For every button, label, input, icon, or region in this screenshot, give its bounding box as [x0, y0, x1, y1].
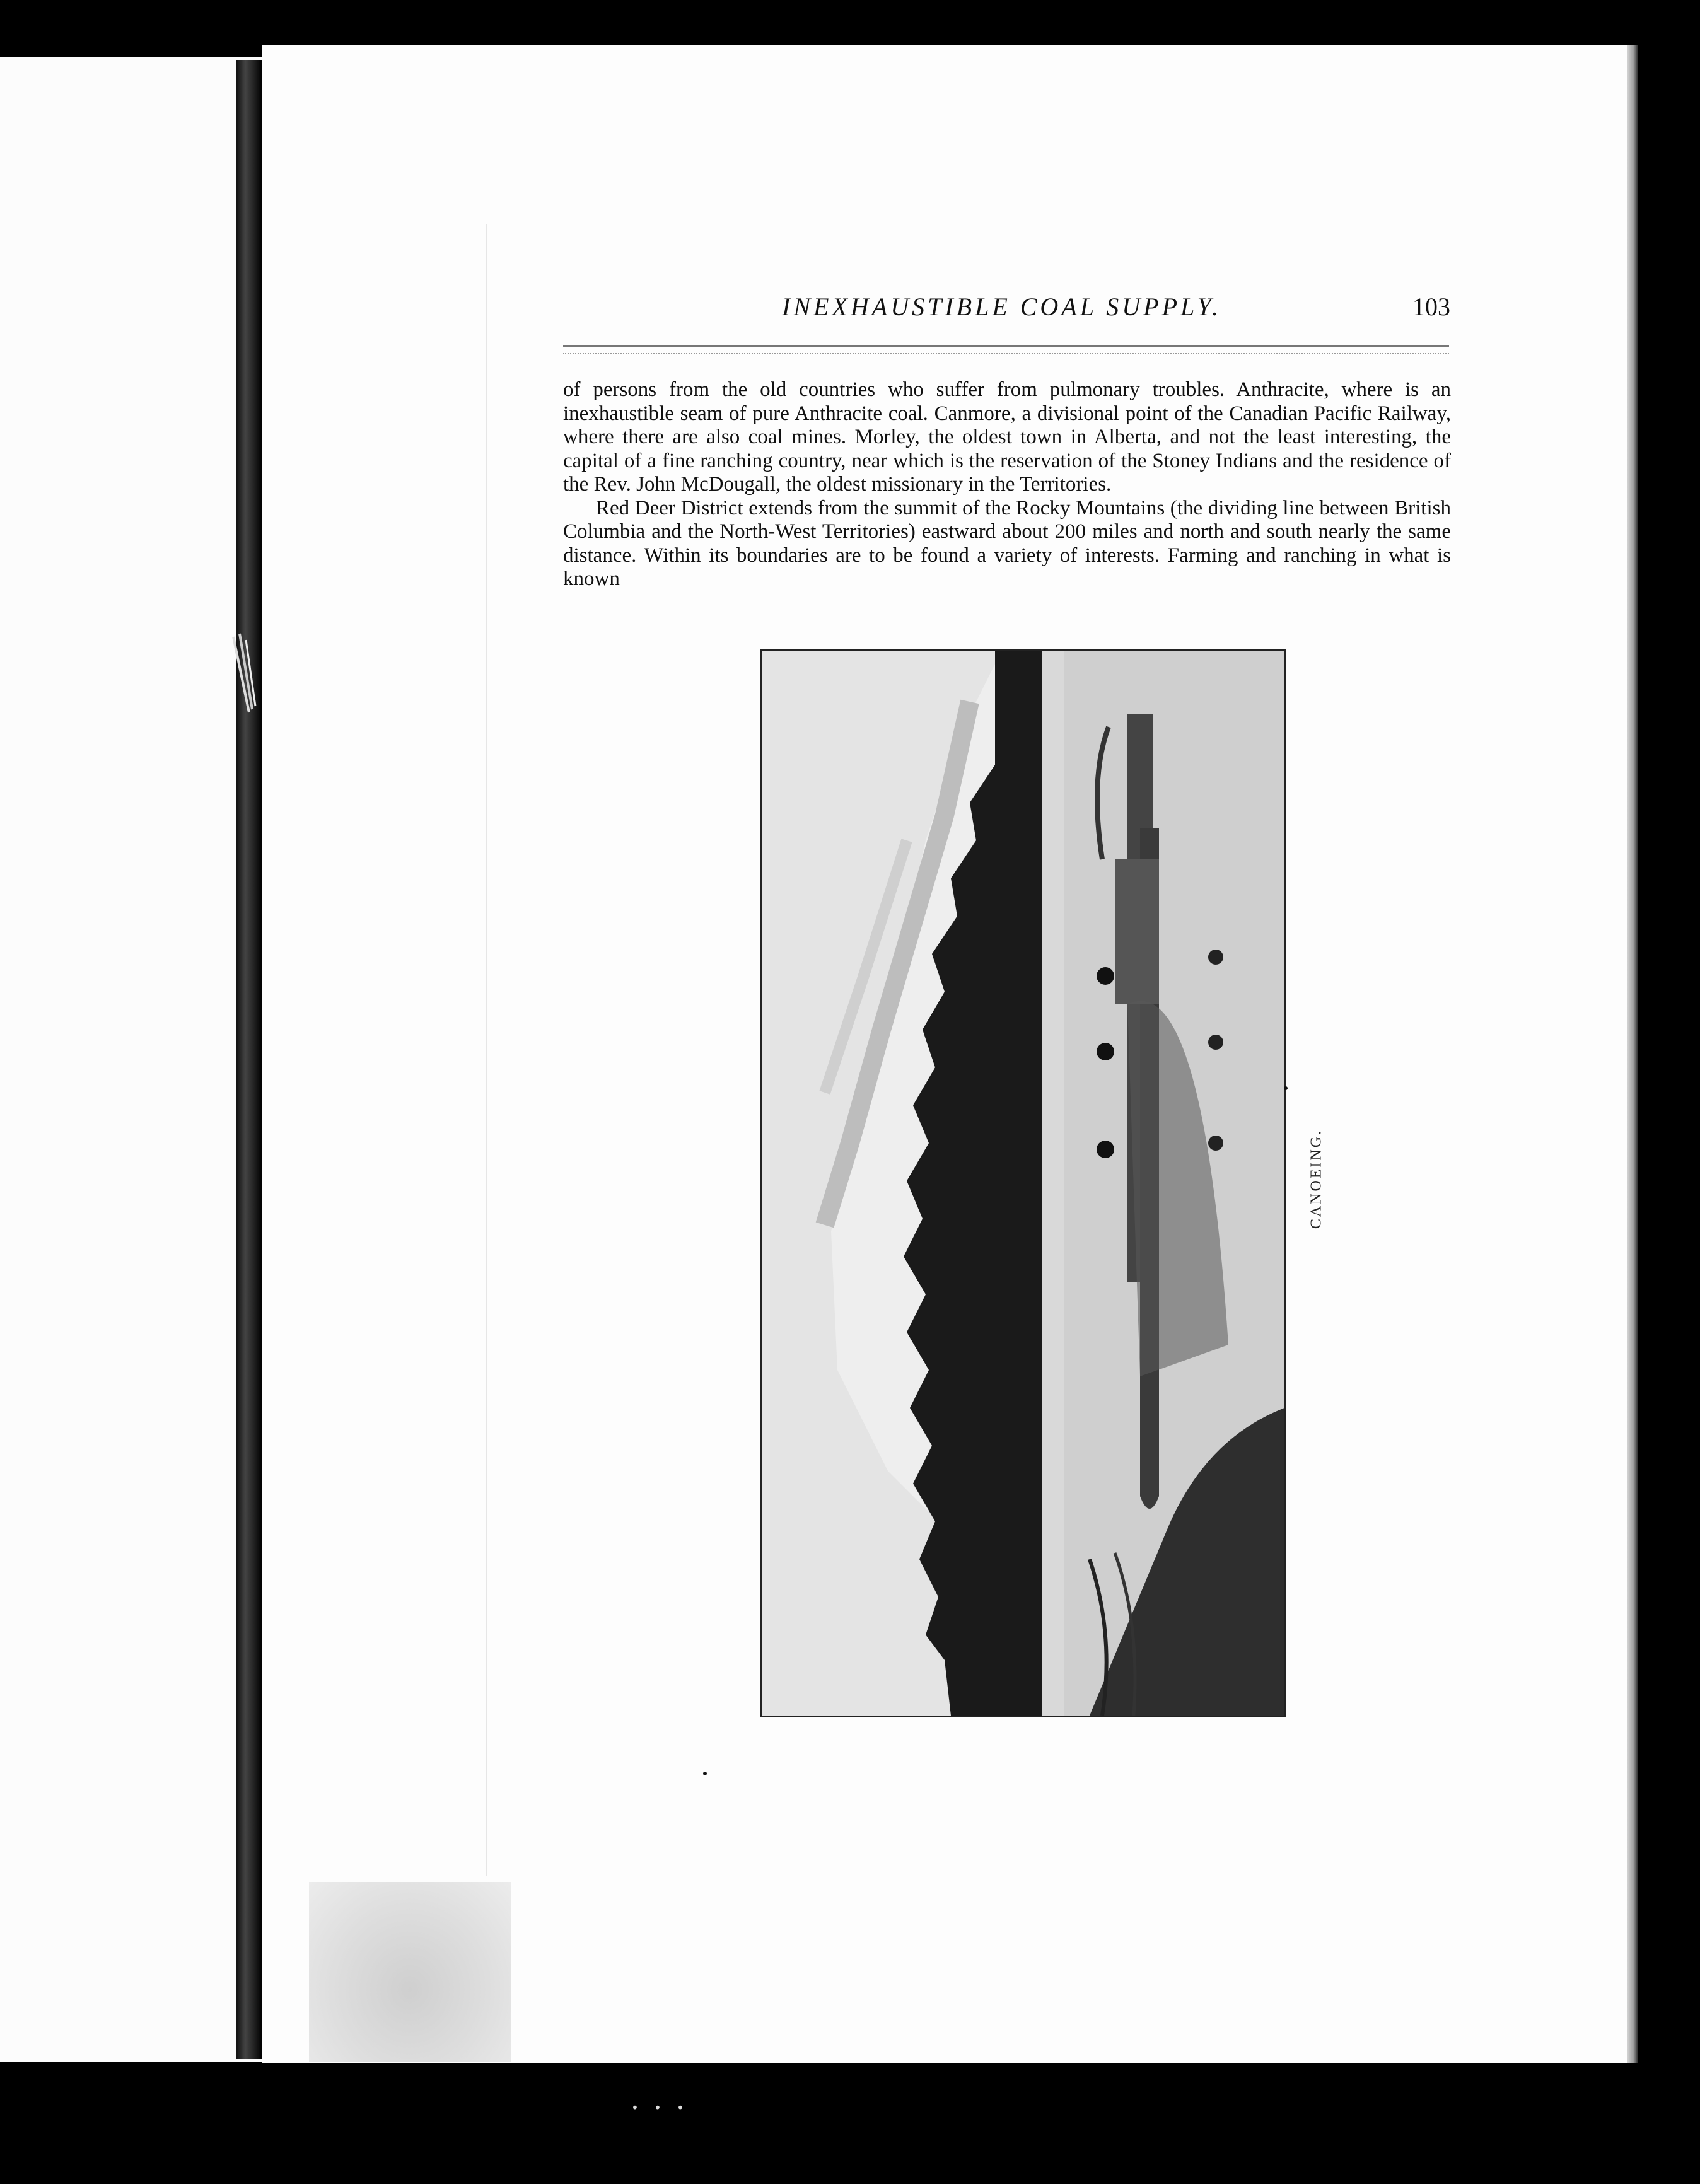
- page-number: 103: [1412, 293, 1450, 321]
- ink-speck: [703, 1772, 707, 1775]
- caption-text: CANOEING.: [1308, 1129, 1325, 1229]
- body-text: [563, 378, 1451, 591]
- page-header: [782, 292, 1450, 330]
- page-edge: [1627, 45, 1638, 2063]
- canoe-scene-image: [762, 651, 1284, 1716]
- running-head: INEXHAUSTIBLE COAL SUPPLY.: [782, 293, 1222, 321]
- paragraph: of persons from the old countries who suffer from pulmonary troubles. Anthracite, where is an inexhaustible seam of pure Anthracite coal. Canmore, a divisional point of the Canadian Pacific Railway, where there are also coal mines. Morley, the oldest town in Alberta, and not the least interesting, the capital of a fine ranching country, near which is the reservation of the Stoney Indians and the residence of the Rev. John McDougall, the oldest missionary in the Territories.: [563, 378, 1451, 496]
- header-rule: [563, 345, 1449, 354]
- book-spine: [236, 60, 262, 2059]
- ink-speck: [1284, 1086, 1288, 1090]
- paragraph: Red Deer District extends from the summit of the Rocky Mountains (the dividing line between British Columbia and the North-West Territories) eastward about 200 miles and north and south nearly the same distance. Within its boundaries are to be found a variety of interests. Farming and ranching in what is known: [563, 496, 1451, 590]
- illustration-caption: [1304, 1129, 1329, 1229]
- paper-stain: [309, 1882, 511, 2062]
- scan-mark: · · ·: [631, 2092, 687, 2124]
- canoeing-illustration: [760, 649, 1286, 1717]
- faint-fold-line: [486, 224, 487, 1876]
